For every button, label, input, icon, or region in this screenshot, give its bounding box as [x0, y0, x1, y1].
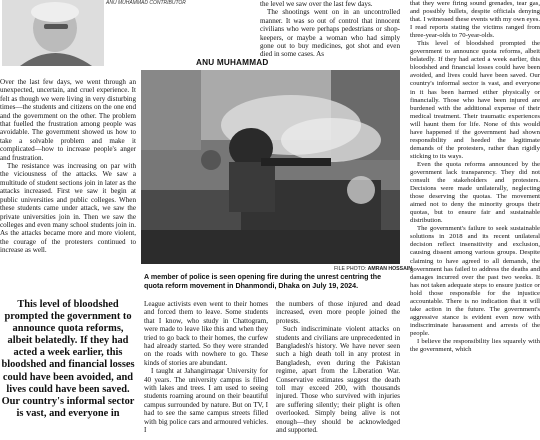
paragraph: Even the quota reforms announced by the government lack transparency. They did not consult the stakeholders and protesters. Decisions were made unilaterally, neglecting those deserving the quotas. The movement aimed not to deny the minority groups their quotas, but to ensure fair and sustainable distribution.	[410, 160, 540, 225]
author-portrait-image	[0, 0, 126, 66]
top-middle-column	[260, 0, 400, 59]
bottom-middle-left-column	[144, 300, 268, 435]
photo-credit	[334, 266, 412, 272]
bottom-middle-right-column	[276, 300, 400, 435]
paragraph: Over the last few days, we went through an unexpected, uncertain, and cruel experience. It felt as though we were living in very disturbing times—the students and citizens on the one end and the government on the other. The problem that fuelled the frustration among people was avoidable. The government showed us how to take a solvable problem and make it complicated—how to increase people's anger and frustration.	[0, 78, 136, 162]
pull-quote: This level of bloodshed prompted the government to announce quota reforms, albeit belatedly. If they had acted a week earlier, this bloodshed and financial losses could have been avoided, and lives could have been saved. Our country's informal sector is vast, and everyone in	[1, 299, 135, 419]
paragraph: I believe the responsibility lies squarely with the government, which	[410, 337, 540, 354]
paragraph: that they were firing sound grenades, tear gas, and possibly bullets, despite officials denying that. I witnessed these events with my own eyes. I read reports stating the victims ranged from three-year-olds to 70-year-olds.	[410, 0, 540, 40]
photo-credit-label: FILE PHOTO:	[334, 266, 367, 272]
right-column	[410, 0, 540, 354]
author-photo-caption: ANU MUHAMMAD CONTRIBUTOR	[106, 0, 186, 6]
paragraph: the numbers of those injured and dead increased, even more people joined the protests.	[276, 300, 400, 325]
paragraph: The government's failure to seek sustainable solutions in 2018 and its recent unilateral decision reflect insensitivity and exclusion, causing dissent among various groups. Despite claiming to have agreed to all demands, the government has failed to address the deaths and damages incurred over the past two weeks. It has not taken adequate steps to ensure justice or hold those responsible for the injustice accountable. There is no indication that it will take action in the future. The government's aggressive stance is evident even now with indiscriminate harassment and arrests of the people.	[410, 225, 540, 337]
left-column	[0, 78, 136, 255]
main-photo	[141, 70, 400, 264]
paragraph: The shootings went on in an uncontrolled manner. It was so out of control that innocent civilians who were perhaps pedestrians or shop-keepers, or maybe a woman who had simply gone out to buy medicines, got shot and even died in some cases. As	[260, 8, 400, 59]
paragraph: The resistance was increasing on par with the viciousness of the attacks. We saw a multitude of student sections join in later as the attacks increased. First we saw it begin at public universities and public colleges. When these students came under attack, we saw the private universities join in. Then we saw the colleges and even many school students join in. As the attacks became more and more violent, the courage of the protesters continued to increase as well.	[0, 162, 136, 255]
paragraph: I taught at Jahangirnagar University for 40 years. The university campus is filled with lakes and trees. I am used to seeing students roaming around on their beautiful campus surrounded by nature. But on TV, I had to see the same campus streets filled with big police cars and armoured vehicles. I	[144, 367, 268, 435]
paragraph: League activists even went to their homes and forced them to leave. Some students that I know, who study in Chattogram, were made to leave like this and when they tried to go back to their homes, the curfew had already started. So they were stranded on the roads with nowhere to go. These kinds of stories are abundant.	[144, 300, 268, 367]
paragraph: Such indiscriminate violent attacks on students and civilians are unprecedented in Bangladesh's history. We have never seen such a high death toll in any protest in Bangladesh, even during the Pakistan regime, apart from the Liberation War. Conservative estimates suggest the death toll may exceed 200, with thousands injured. Those who survived with injuries are suffering silently; their plight is often overlooked. Simply being alive is not enough—they should be acknowledged and supported.	[276, 325, 400, 435]
byline: ANU MUHAMMAD	[196, 58, 269, 67]
paragraph: This level of bloodshed prompted the government to announce quota reforms, albeit belatedly. If they had acted a week earlier, this bloodshed and financial losses could have been avoided, and lives could have been saved. Our country's informal sector is vast, and everyone in it has been harmed either physically or financially. Those who have been injured are burdened with the additional expense of their medical treatment. Their traumatic experiences will haunt them for life. None of this would have happened if the government had shown responsibility and heeded the legitimate demands of the protesters, rather than rigidly sticking to its ways.	[410, 40, 540, 160]
photo-caption: A member of police is seen opening fire during the unrest centring the quota reform movement in Dhanmondi, Dhaka on July 19, 2024.	[144, 273, 382, 290]
police-firing-image	[141, 70, 400, 264]
author-photo	[0, 0, 126, 66]
paragraph: the level we saw over the last few days.	[260, 0, 373, 8]
photo-credit-name: AMRAN HOSSAIN	[367, 266, 413, 272]
